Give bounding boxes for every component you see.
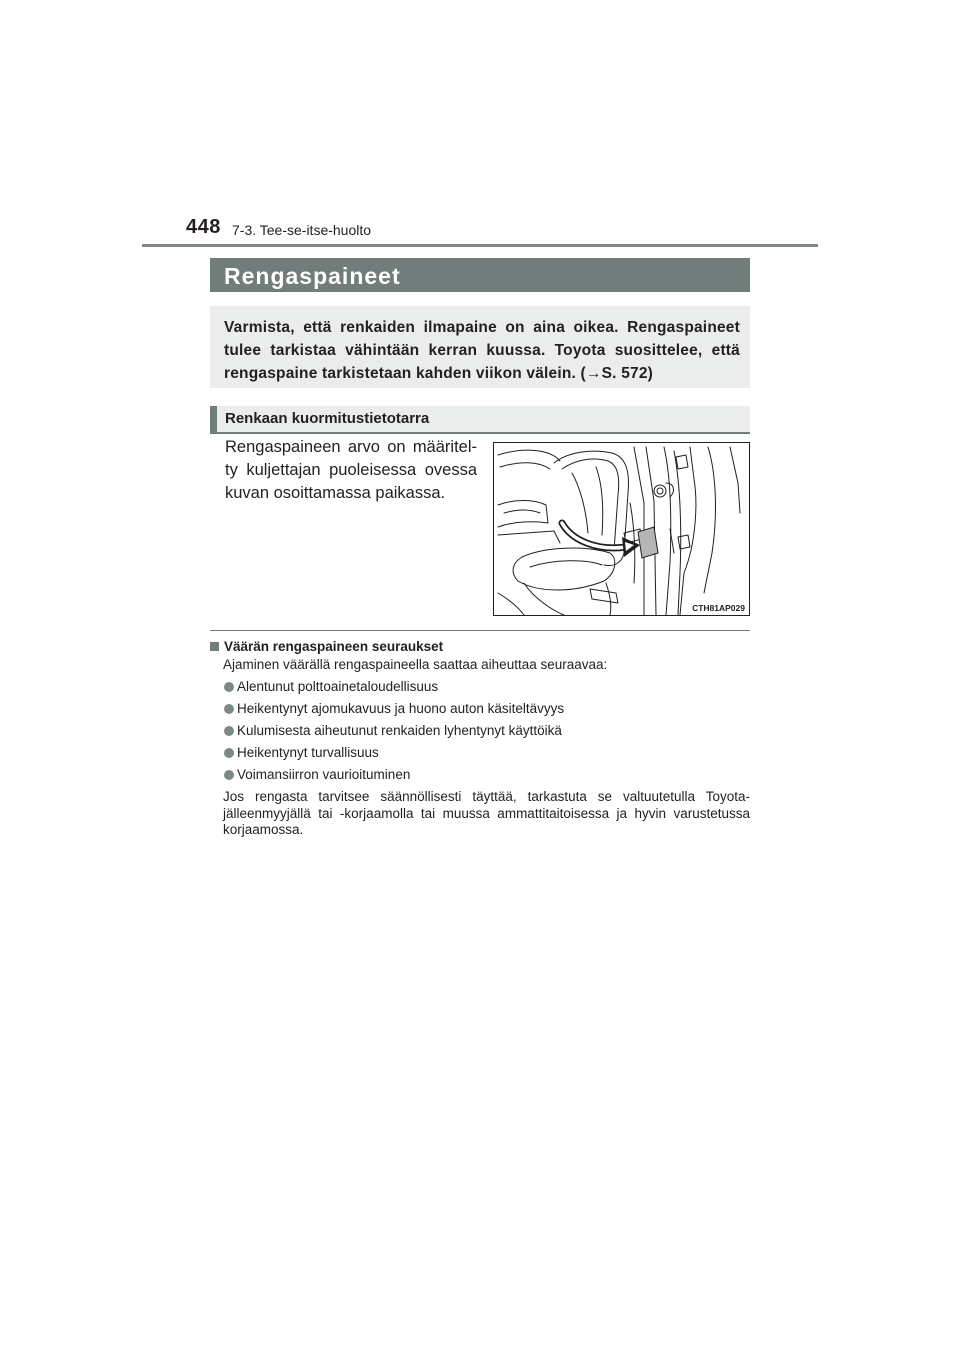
- bullet-dot-icon: [224, 704, 234, 714]
- section-divider: [210, 630, 750, 631]
- page-title: Rengaspaineet: [224, 263, 401, 289]
- list-item-text: Heikentynyt turvallisuus: [237, 745, 379, 760]
- subheading-accent: [210, 406, 217, 432]
- car-door-figure: [493, 442, 750, 616]
- bullet-dot-icon: [224, 682, 234, 692]
- list-item-text: Kulumisesta aiheutunut renkaiden lyhentynyt käyttöikä: [237, 723, 562, 738]
- intro-box: [210, 306, 750, 388]
- list-item-text: Heikentynyt ajomukavuus ja huono auton käsiteltävyys: [237, 701, 565, 716]
- list-item: [210, 744, 750, 761]
- page-number: 448: [186, 216, 221, 238]
- body-text: Rengaspaineen arvo on määritel-ty kuljettajan puoleisessa ovessa kuvan osoittamassa paikassa.: [225, 438, 477, 502]
- list-item: [210, 722, 750, 739]
- header-rule: [142, 244, 818, 247]
- list-item: [210, 678, 750, 695]
- bullet-dot-icon: [224, 770, 234, 780]
- intro-text-main: Varmista, että renkaiden ilmapaine on aina oikea. Rengaspaineet tulee tarkistaa vähintään kerran kuussa. Toyota suosittelee, että rengaspaine tarkistetaan kahden viikon välein. (: [224, 319, 740, 382]
- consequences-list: [210, 678, 750, 783]
- consequences-intro: Ajaminen väärällä rengaspaineella saattaa aiheuttaa seuraavaa:: [223, 657, 608, 672]
- intro-text: [224, 316, 740, 385]
- list-item-text: Alentunut polttoainetaloudellisuus: [237, 679, 439, 694]
- car-door-label-illustration-icon: [494, 443, 749, 615]
- section-label: 7-3. Tee-se-itse-huolto: [232, 222, 372, 238]
- subheading: Renkaan kuormitustietotarra: [225, 410, 430, 427]
- page-reference-link[interactable]: S. 572): [601, 365, 654, 382]
- list-item-text: Voimansiirron vaurioituminen: [237, 767, 411, 782]
- subheading-bar: [210, 406, 750, 434]
- consequences-title: Väärän rengaspaineen seuraukset: [224, 639, 444, 654]
- bullet-dot-icon: [224, 748, 234, 758]
- bullet-dot-icon: [224, 726, 234, 736]
- list-item: [210, 766, 750, 783]
- consequences-heading: [210, 638, 750, 655]
- square-bullet-icon: [210, 642, 219, 651]
- consequences-section: [210, 638, 750, 839]
- reference-arrow-icon: →: [585, 365, 602, 382]
- list-item: [210, 700, 750, 717]
- figure-code: CTH81AP029: [692, 603, 745, 613]
- title-bar: [210, 258, 750, 292]
- consequences-closing: Jos rengasta tarvitsee säännöllisesti täyttää, tarkastuta se valtuutetulla Toyota-jälleenmyyjällä tai -korjaamolla tai muussa ammattitaitoisessa ja hyvin varustetussa korjaamossa.: [223, 789, 750, 837]
